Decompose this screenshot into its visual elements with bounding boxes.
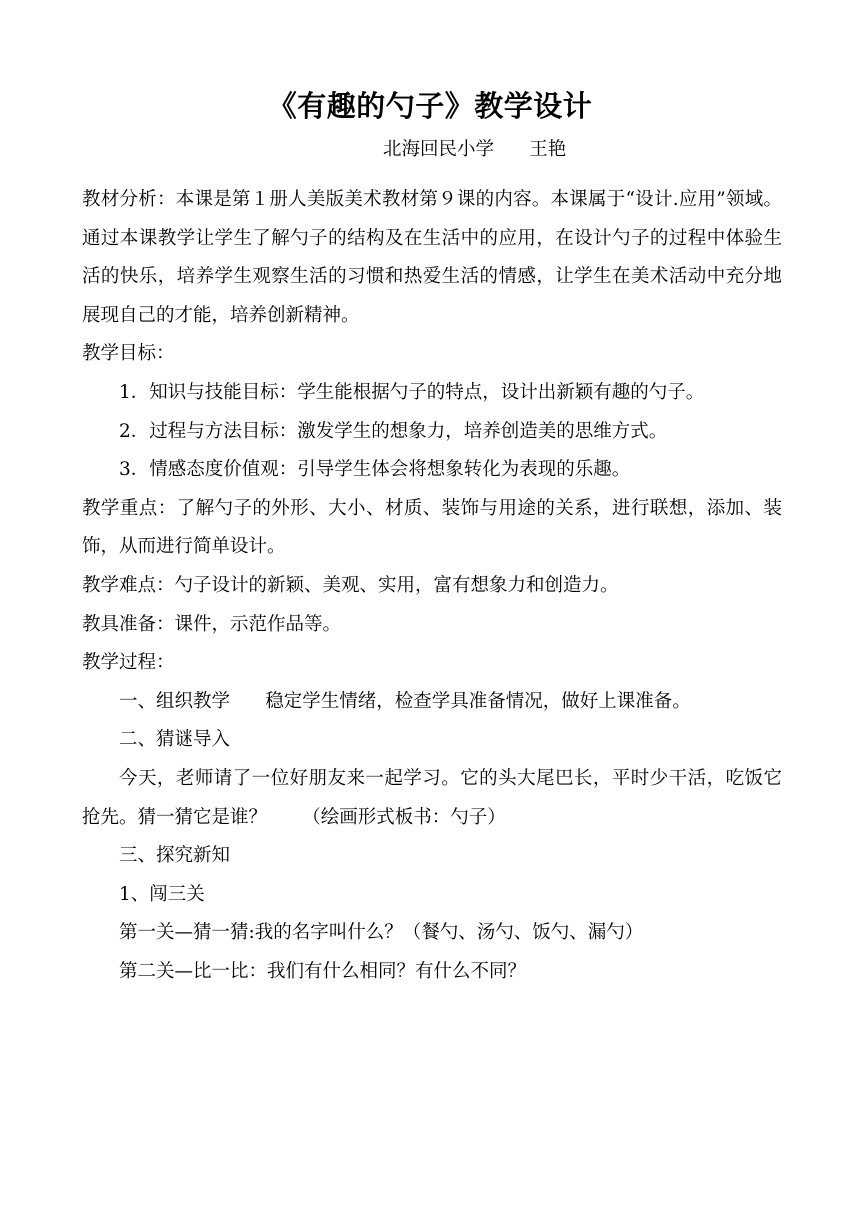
paragraph-objective-2: 2．过程与方法目标：激发学生的想象力，培养创造美的思维方式。 bbox=[119, 420, 668, 442]
paragraph-objective-1: 1．知识与技能目标：学生能根据勺子的特点，设计出新颖有趣的勺子。 bbox=[119, 381, 705, 403]
paragraph-three-levels: 1、闯三关 bbox=[119, 883, 205, 905]
paragraph-materials: 教具准备：课件，示范作品等。 bbox=[82, 613, 342, 635]
paragraph-analysis: 教材分析：本课是第１册人美版美术教材第９课的内容。本课属于“设计.应用”领域。通过本课教学让学生了解勺子的结构及在生活中的应用，在设计勺子的过程中体验生活的快乐，培养学生观察生活的习惯和热爱生活的情感，让学生在美术活动中充分地展现自己的才能，培养创新精神。 bbox=[82, 189, 782, 326]
paragraph-riddle: 今天，老师请了一位好朋友来一起学习。它的头大尾巴长，平时少干活，吃饭它抢先。猜一猜它是谁？ （绘画形式板书：勺子） bbox=[82, 767, 782, 828]
paragraph-step-1: 一、组织教学 稳定学生情绪，检查学具准备情况，做好上课准备。 bbox=[119, 690, 691, 712]
document-title: 《有趣的勺子》教学设计 bbox=[267, 89, 593, 123]
paragraph-level-2: 第二关—比一比：我们有什么相同？有什么不同？ bbox=[119, 960, 527, 982]
paragraph-level-1: 第一关—猜一猜:我的名字叫什么？（餐勺、汤勺、饭勺、漏勺） bbox=[119, 922, 644, 944]
paragraph-objective-3: 3．情感态度价值观：引导学生体会将想象转化为表现的乐趣。 bbox=[119, 459, 631, 481]
paragraph-key-points: 教学重点：了解勺子的外形、大小、材质、装饰与用途的关系，进行联想，添加、装饰，从而进行简单设计。 bbox=[82, 497, 782, 558]
paragraph-difficulties: 教学难点：勺子设计的新颖、美观、实用，富有想象力和创造力。 bbox=[82, 574, 619, 596]
document-body bbox=[82, 181, 782, 991]
paragraph-process-heading: 教学过程： bbox=[82, 652, 175, 674]
paragraph-step-3: 三、探究新知 bbox=[119, 845, 231, 867]
paragraph-step-2: 二、猜谜导入 bbox=[119, 729, 231, 751]
document-author: 北海回民小学 王艳 bbox=[383, 139, 567, 160]
paragraph-objectives-heading: 教学目标： bbox=[82, 343, 175, 365]
